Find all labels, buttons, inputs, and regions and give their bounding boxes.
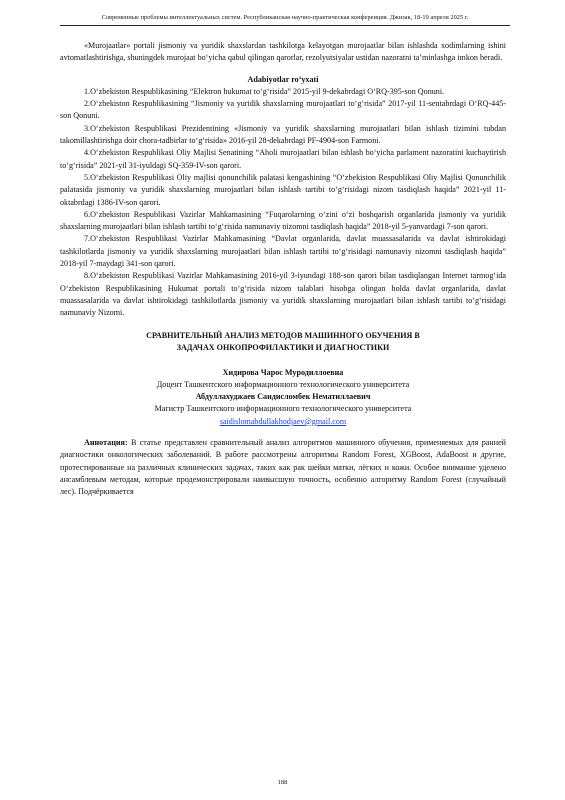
running-header: Современные проблемы интеллектуальных систем. Республиканская научно-практическая конференция. Джизак, 18-19 апреля 2025 г. bbox=[101, 14, 469, 21]
references-title: Adabiyotlar ro‘yxati bbox=[247, 74, 319, 84]
abstract-label: Аннотация: bbox=[84, 438, 128, 448]
reference-item-4: 4.O‘zbekiston Respublikasi Oliy Majlisi Senatining “Aholi murojaatlari bilan ishlash bo‘yicha parlament nazoratini kuchaytirish to‘g‘risida” 2021-yil 31-iyuldagi SQ-359-IV-son qarori. bbox=[60, 148, 506, 170]
reference-item-6: 6.O‘zbekiston Respublikasi Vazirlar Mahkamasining “Fuqarolarning o‘zini o‘zi boshqarish organlarida jismoniy va yuridik shaxslarning murojaatlari bilan ishlash tartibi to‘g‘risida namunaviy nizomni tasdiqlash haqida” 2018-yil 5-yanvardagi 7-son qarori. bbox=[60, 209, 506, 232]
reference-item-2: 2.O‘zbekiston Respublikasining “Jismoniy va yuridik shaxslarning murojaatlari to‘g‘risida” 2017-yil 11-sentabrdagi O‘RQ-445-son Qonuni. bbox=[60, 99, 506, 121]
abstract-text: В статье представлен сравнительный анализ алгоритмов машинного обучения, применяемых для ранней диагностики онкологических заболеваний. В работе рассмотрены алгоритмы Random Forest, XGBoost, AdaBoost и другие, протестированные на различных клинических задачах, таких как рак шейки матки, лёгких и кожи. Особое внимание уделено ансамблевым методам, которые продемонстрировали наивысшую точность, особенно алгоритму Random Forest (случайный лес). Подчёркивается bbox=[60, 438, 506, 497]
article-title-line-2: ЗАДАЧАХ ОНКОПРОФИЛАКТИКИ И ДИАГНОСТИКИ bbox=[176, 343, 390, 353]
article-title bbox=[60, 330, 506, 355]
author-2-name: Абдуллахуджаев Саидисломбек Нематиллаевич bbox=[195, 392, 371, 402]
reference-item-3: 3.O‘zbekiston Respublikasi Prezidentining «Jismoniy va yuridik shaxslarning murojaatlari bilan ishlash tizimini tubdan takomillashtirishga doir chora-tadbirlar to‘g‘risida» 2016-yil 28-dekabrdagi PF-4904-son Farmoni. bbox=[60, 123, 506, 146]
author-2-affiliation: Магистр Ташкентского информационного технологического университета bbox=[154, 404, 412, 414]
abstract-paragraph bbox=[60, 437, 506, 498]
reference-item-1: 1.O‘zbekiston Respublikasining “Elektron hukumat to‘g‘risida” 2015-yil 9-dekabrdagi O‘RQ-395-son Qonuni. bbox=[84, 86, 445, 96]
author-1-affiliation: Доцент Ташкентского информационного технологического университета bbox=[156, 379, 410, 389]
page-content bbox=[60, 40, 506, 499]
header-rule bbox=[60, 25, 510, 26]
reference-item-8: 8.O‘zbekiston Respublikasi Vazirlar Mahkamasining 2016-yil 3-iyundagi 188-son qarori bilan tasdiqlangan Internet tarmog‘ida O‘zbekiston Respublikasining Hukumat portali to‘g‘risida nizom talablari hisobga olingan holda davlat organlarida, davlat muassasalarida va davlat ishtirokidagi tashkilotlarda jismoniy va yuridik shaxslarning murojaatlari bilan ishlash tartibi to‘g‘risidagi namunaviy Nizomi. bbox=[60, 271, 506, 318]
intro-paragraph: «Murojaatlar» portali jismoniy va yuridik shaxslardan tashkilotga kelayotgan murojaatlar bilan ishlashda xodimlarning ishini avtomatlashtirishga, shuningdek murojaat bo‘yicha qabul qilingan qarorlar, rezolyutsiyalar ustidan nazoratni ta’minlashga imkon beradi. bbox=[60, 41, 506, 63]
reference-item-5: 5.O‘zbekiston Respublikasi Oliy majlisi qonunchilik palatasi kengashining “O‘zbekiston Respublikasi Oliy Majlisi Qonunchilik palatasida jismoniy va yuridik shaxslarning murojaatlari bilan ishlash tartibi to‘g‘risidagi nizom tasdiqlash haqida” 2021-yil 11-oktabrdagi 1386-IV-son qarori. bbox=[60, 172, 506, 207]
author-email-link[interactable]: saidislomabdullakhodjaev@gmail.com bbox=[219, 416, 347, 426]
page-number: 188 bbox=[277, 779, 288, 786]
author-1-name: Хидирова Чарос Муродиллоевна bbox=[222, 367, 344, 377]
reference-item-7: 7.O‘zbekiston Respublikasi Vazirlar Mahkamasining “Davlat organlarida, davlat muassasalarida va davlat ishtirokidagi tashkilotlarda jismoniy va yuridik shaxslarning murojaatlari bilan ishlash tartibi to‘g‘risidagi namunaviy nizomni tasdiqlash haqida” 2018-yil 7-maydagi 341-son qarori. bbox=[60, 234, 506, 269]
article-title-line-1: СРАВНИТЕЛЬНЫЙ АНАЛИЗ МЕТОДОВ МАШИННОГО ОБУЧЕНИЯ В bbox=[146, 330, 420, 340]
